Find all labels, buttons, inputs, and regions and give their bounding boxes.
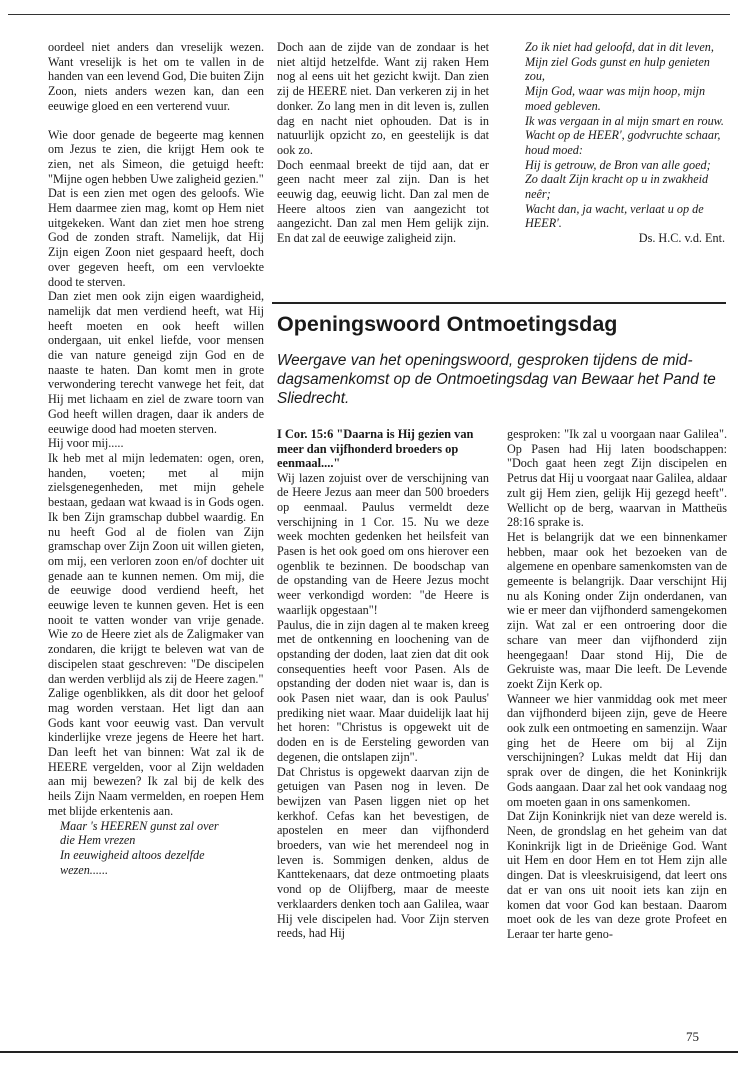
article-column-left: [277, 427, 489, 941]
col1-paragraph-5: Hij voor mij.....: [48, 436, 124, 451]
article-left-paragraph-3: Dat Christus is opgewekt daarvan zijn de getuigen van Pasen nog in leven. De bewijzen van Pasen liggen niet op het kerkhof. Cefas kan het bevestigen, de apostelen en meer dan vijfhonderd broeders, van wie het merendeel nog in leven is. Sommigen denken, aldus de Kanttekenaars, dat deze ontmoeting plaats vond op de Olijfberg, maar de meeste verklaarders denken toch aan Galilea, waar Hij vele discipelen had. Voor Zijn sterven reeds, had Hij: [277, 764, 489, 941]
col1-paragraph-1: oordeel niet anders dan vreselijk wezen. Want vreselijk is het om te vallen in de handen van een levend God, Die buiten Zijn Zoon, niets anders wezen kan, dan een eeuwige gloed en een verterend vuur.: [48, 40, 264, 113]
col1-paragraph-3: Dat is een zien met ogen des geloofs. Wie Hem daarmee zien mag, komt op Hem niet uitgekeken. Want dan ziet men hoe streng God de zonden straft. Namelijk, dat Hij Zijn eigen Zoon niet gespaard heeft, doch over gegeven heeft, om een vervloekte dood te sterven.: [48, 186, 264, 289]
poem-line-2: Mijn ziel Gods gunst en hulp genieten zou,: [525, 54, 710, 84]
col1-poem-line-1: Maar 's HEEREN gunst zal over: [60, 818, 219, 833]
col1-paragraph-4: Dan ziet men ook zijn eigen waardigheid, namelijk dat men verdiend heeft, wat Hij heeft moeten en ook heeft willen ondergaan, uit enkel liefde, voor mensen die van nature geneigd zijn God en de naaste te haten. Dan komt men in grote verwondering terecht vanwege het feit, dat Hij met lichaam en ziel de zware toorn van God heeft willen dragen, daar ik anders de eeuwige dood had moeten sterven.: [48, 289, 264, 436]
poem-line-3: Mijn God, waar was mijn hoop, mijn moed gebleven.: [525, 84, 706, 113]
col2-paragraph-2: Doch eenmaal breekt de tijd aan, dat er geen nacht meer zal zijn. Dan is het eeuwig dag, eeuwig licht. Dan zal men de Heere altoos zien van aangezicht tot aangezicht. Dan zal men Hem gelijk zijn. En dat zal de eeuwige zaligheid zijn.: [277, 157, 489, 246]
poem-line-4: Ik was vergaan in al mijn smart en rouw.: [525, 113, 724, 128]
article-right-paragraph-4: Dat Zijn Koninkrijk niet van deze wereld is. Neen, de grondslag en het geheim van dat Koninkrijk ligt in de Drieënige God. Want uit Hem en door Hem en tot Hem zijn alle dingen. Dat is vleeskruisigend, dat leert ons dat er van ons uit nooit iets kan zijn en komen dat voor God kan bestaan. Daarom moet ook de les van deze grote Profeet en Leraar ter harte geno-: [507, 809, 727, 941]
col2-paragraph-1: Doch aan de zijde van de zondaar is het niet altijd hetzelfde. Want zij raken Hem nog al eens uit het gezicht kwijt. Dan zien zij de HEERE niet. Dan verkeren zij in het donker. Zo lang men in dit leven is, zullen dag en nacht niet ophouden. Dat is in natuurlijk opzicht zo, en geestelijk is dat ook zo.: [277, 40, 489, 157]
poem-line-7: Zo daalt Zijn kracht op u in zwakheid neêr;: [525, 172, 709, 202]
article-column-right: [507, 427, 727, 942]
poem-line-6: Hij is getrouw, de Bron van alle goed;: [525, 157, 711, 172]
section-divider: [272, 302, 726, 304]
col1-poem-line-4: wezen......: [60, 862, 109, 877]
poem-line-5: Wacht op de HEER', godvruchte schaar, houd moed:: [525, 128, 721, 157]
col1-poem-line-3: In eeuwigheid altoos dezelfde: [60, 847, 205, 862]
column-2: [277, 40, 489, 246]
col1-paragraph-7: Zalige ogenblikken, als dit door het geloof mag worden verstaan. Het ligt dan aan Gods kant voor eeuwig vast. Dan vervult kinderlijke vreze jegens de Heere het hart. Dan leeft het van binnen: Wat zal ik de HEERE vergelden, voor al Zijn weldaden aan mij bewezen? Ik zal bij de kelk des heils Zijn Naam vermelden, en roepen Hem met blijde erkentenis aan.: [48, 686, 264, 818]
page-number: 75: [686, 1029, 699, 1044]
article-left-paragraph-1: Wij lazen zojuist over de verschijning van de Heere Jezus aan meer dan 500 broeders op eenmaal. Paulus vermeldt deze verschijning in 1 Cor. 15. Nu we deze week mochten gedenken het heilsfeit van Pasen is het ook goed om ons hierover een ogenblik te bezinnen. De boodschap van de opstanding van de Heere Jezus mocht weer verkondigd worden: "de Heere is waarlijk opgestaan"!: [277, 470, 489, 617]
col1-paragraph-6: Ik heb met al mijn ledematen: ogen, oren, handen, voeten; met al mijn zielsgenegenheden, met mijn gehele bestaan, gedaan wat kwaad is in Gods ogen. Ik ben Zijn gramschap dubbel waardig. En nu heeft God al de fiolen van Zijn gramschap over Zijn Zoon uit willen gieten, om mij, een verloren zoon en/of dochter uit genade aan te kunnen nemen. Om mij, die de eeuwige dood verdiend heeft, het eeuwige leven te kunnen geven. Het is een nooit te vatten wonder van vrije genade. Wie zo de Heere ziet als de Zaligmaker van zondaren, die krijgt te beleven wat van de discipelen staat geschreven: "De discipelen dan werden verblijd als zij de Heere zagen.": [48, 450, 264, 686]
col1-paragraph-2: Wie door genade de begeerte mag kennen om Jezus te zien, die krijgt Hem ook te zien, net als Simeon, die getuigd heeft: "Mijne ogen hebben Uwe zaligheid gezien.": [48, 127, 264, 186]
col1-poem-line-2: die Hem vrezen: [60, 833, 136, 848]
bible-verse: I Cor. 15:6 "Daarna is Hij gezien van meer dan vijfhonderd broeders op eenmaal....": [277, 427, 474, 470]
column-1: [48, 40, 264, 877]
bottom-rule: [0, 1051, 738, 1053]
article-left-paragraph-2: Paulus, die in zijn dagen al te maken kreeg met de ontkenning en loochening van de opstanding der doden, laat zien dat dit ook consequenties heeft voor Pasen. Als de opstanding der doden niet waar is, dan is ook Pasen niet waar, dan is ook Paulus' prediking niet waar. Maar duidelijk laat hij het horen: "Christus is opgewekt uit de doden en is de Eersteling geworden van degenen, die ontslapen zijn".: [277, 617, 489, 764]
article-subtitle: Weergave van het openingswoord, gesproken tijdens de middagsamenkomst op de Ontmoetingsdag van Bewaar het Pand te Sliedrecht.: [277, 352, 716, 407]
signature: Ds. H.C. v.d. Ent.: [638, 231, 725, 246]
poem-line-8: Wacht dan, ja wacht, verlaat u op de HEER'.: [525, 201, 704, 231]
article-right-paragraph-2: Het is belangrijk dat we een binnenkamer hebben, maar ook het bezoeken van de algemene en openbare samenkomsten van de gemeente is belangrijk. Daar verschijnt Hij nu als Koning onder Zijn onderdanen, van wie er meer dan vijfhonderd samengekomen zijn. Wat zal er een ontroering door die schare van meer dan vijfhonderd zijn heengegaan! Daar stond Hij, Die de Gekruiste was, maar Die leeft. De Levende zoekt Zijn Kerk op.: [507, 529, 727, 691]
column-3-poem: [525, 40, 725, 246]
article-right-paragraph-1: gesproken: "Ik zal u voorgaan naar Galilea". Op Pasen had Hij laten boodschappen: "Doch gaat heen zegt Zijn discipelen en Petrus dat Hij u voorgaat naar Galilea, aldaar zult gij Hem zien, gelijk Hij gezegd heeft". Wellicht op de berg, waarvan in Mattheüs 28:16 sprake is.: [507, 427, 727, 530]
poem-line-1: Zo ik niet had geloofd, dat in dit leven,: [525, 40, 714, 54]
top-rule: [8, 14, 730, 15]
article-right-paragraph-3: Wanneer we hier vanmiddag ook met meer dan vijfhonderd bijeen zijn, geve de Heere ook zulk een ontmoeting en samenzijn. Waar ging het de Heere om bij al Zijn verschijningen? Lukas meldt dat Hij dan sprak over de dingen, die het Koninkrijk Gods aangaan. Daar zal het ook vandaag nog om moeten gaan in ons samenkomen.: [507, 691, 727, 809]
article-title: Openingswoord Ontmoetingsdag: [277, 312, 618, 336]
